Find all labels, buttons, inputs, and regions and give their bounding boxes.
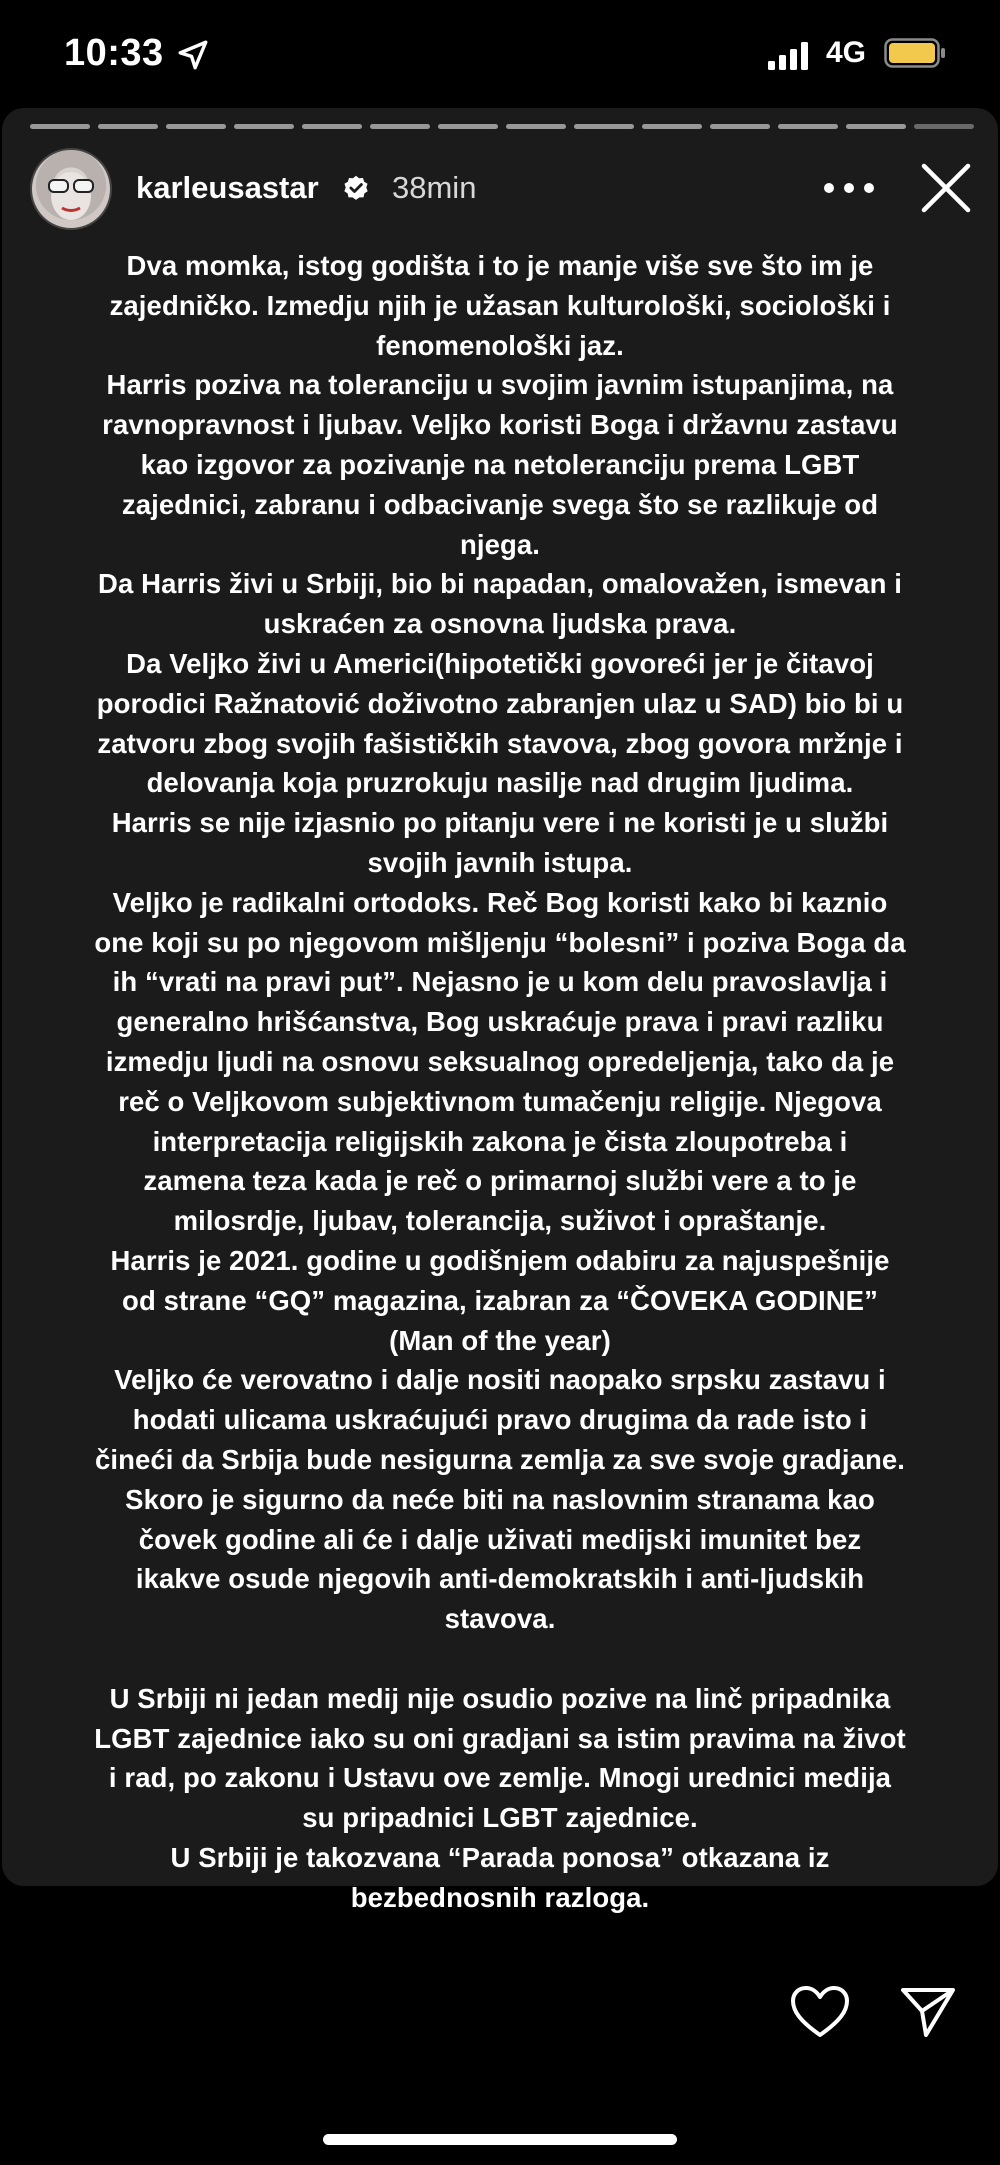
story-text-line: i rad, po zakonu i Ustavu ove zemlje. Mnogi urednici medija: [108, 1762, 892, 1794]
story-text-line: zajedničko. Izmedju njih je užasan kulturološki, sociološki i: [109, 289, 891, 321]
story-text-line: Da Harris živi u Srbiji, bio bi napadan, omalovažen, ismevan i: [98, 568, 902, 600]
progress-segment: [98, 124, 158, 129]
progress-segment: [506, 124, 566, 129]
story-text-line: reč o Veljkovom subjektivnom tumačenju religije. Njegova: [118, 1085, 882, 1117]
story-text-line: Dva momka, istog godišta i to je manje više sve što im je: [126, 250, 874, 281]
story-text-line: fenomenološki jaz.: [376, 329, 624, 361]
story-text-line: svojih javnih istupa.: [367, 846, 633, 878]
heart-icon[interactable]: [790, 1985, 850, 2039]
story-text-line: porodici Ražnatović doživotno zabranjen ulaz u SAD) bio bi u: [96, 687, 904, 719]
story-text-line: uskraćen za osnovna ljudska prava.: [263, 608, 737, 640]
story-text-line: LGBT zajednice iako su oni gradjani sa istim pravima na život: [94, 1722, 906, 1754]
story-text-line: su pripadnici LGBT zajednice.: [302, 1802, 698, 1834]
story-text-line: generalno hrišćanstva, Bog uskraćuje prava i pravi razliku: [116, 1006, 884, 1038]
progress-segment: [574, 124, 634, 129]
story-text-line: milosrdje, ljubav, tolerancija, suživot i opraštanje.: [173, 1205, 827, 1237]
story-card[interactable]: [2, 108, 998, 1913]
story-text-line: od strane “GQ” magazina, izabran za “ČOVEKA GODINE”: [122, 1284, 878, 1316]
story-text-line: zajednici, zabranu i odbacivanje svega što se razlikuje od: [121, 488, 879, 520]
progress-segment: [370, 124, 430, 129]
close-icon[interactable]: [920, 162, 972, 214]
story-timestamp: 38min: [392, 170, 477, 205]
status-bar: [0, 0, 1000, 110]
progress-segment: [30, 124, 90, 129]
status-time: 10:33: [64, 32, 164, 74]
story-text-line: zatvoru zbog svojih fašističkih stavova, zbog govora mržnje i: [97, 727, 903, 759]
story-text-line: kao izgovor za pozivanje na netoleranciju prema LGBT: [140, 448, 860, 480]
story-paragraph-1: [32, 246, 968, 1639]
story-text-line: Harris je 2021. godine u godišnjem odabiru za najuspešnije: [110, 1244, 890, 1276]
story-text-line: ih “vrati na pravi put”. Nejasno je u kom delu pravoslavlja i: [112, 966, 888, 998]
story-username[interactable]: karleusastar: [136, 170, 319, 205]
story-text-line: Harris se nije izjasnio po pitanju vere i ne koristi je u službi: [111, 807, 889, 839]
story-text-line: stavova.: [444, 1603, 556, 1635]
story-text-line: njega.: [459, 528, 541, 560]
story-text-line: bezbednosnih razloga.: [350, 1881, 650, 1913]
story-text-line: (Man of the year): [389, 1324, 611, 1356]
story-text-line: Veljko je radikalni ortodoks. Reč Bog koristi kako bi kaznio: [112, 886, 888, 918]
avatar[interactable]: [30, 148, 112, 230]
progress-segment: [166, 124, 226, 129]
battery-icon: [884, 38, 946, 68]
signal-icon: [768, 42, 812, 70]
story-text-line: interpretacija religijskih zakona je čista zloupotreba i: [152, 1125, 848, 1157]
story-text-line: zamena teza kada je reč o primarnoj službi vere a to je: [143, 1165, 857, 1197]
story-text-line: ravnopravnost i ljubav. Veljko koristi Boga i državnu zastavu: [102, 409, 898, 441]
story-paragraph-2: [32, 1679, 968, 1918]
story-text-line: delovanja koja pruzrokuju nasilje nad drugim ljudima.: [146, 767, 854, 799]
progress-segment: [846, 124, 906, 129]
story-text-line: U Srbiji ni jedan medij nije osudio pozive na linč pripadnika: [109, 1682, 891, 1714]
story-text-line: one koji su po njegovom mišljenju “bolesni” i poziva Boga da: [94, 926, 906, 958]
story-text-line: U Srbiji je takozvana “Parada ponosa” otkazana iz: [170, 1842, 830, 1874]
location-arrow-icon: [176, 38, 210, 72]
story-text-line: Da Veljko živi u Americi(hipotetički govoreći jer je čitavoj: [126, 647, 874, 679]
progress-segment: [914, 124, 974, 129]
home-indicator[interactable]: [323, 2134, 677, 2145]
progress-segment: [438, 124, 498, 129]
more-icon[interactable]: [822, 178, 876, 198]
story-text-line: Skoro je sigurno da neće biti na naslovnim stranama kao: [125, 1483, 875, 1515]
story-text-line: Harris poziva na toleranciju u svojim javnim istupanjima, na: [106, 369, 894, 401]
progress-segment: [710, 124, 770, 129]
story-text-line: hodati ulicama uskraćujući pravo drugima da rade isto i: [132, 1404, 868, 1436]
story-text-line: ikakve osude njegovih anti-demokratskih i anti-ljudskih: [135, 1563, 865, 1595]
story-progress-bar: [30, 124, 974, 130]
story-text-line: izmedju ljudi na osnovu seksualnog opredeljenja, tako da je: [105, 1045, 895, 1077]
progress-segment: [642, 124, 702, 129]
story-text: [32, 246, 968, 1918]
story-text-line: Veljko će verovatno i dalje nositi naopako srpsku zastavu i: [114, 1364, 886, 1396]
progress-segment: [234, 124, 294, 129]
verified-icon: [342, 174, 370, 202]
story-text-line: čineći da Srbija bude nesigurna zemlja za sve svoje gradjane.: [94, 1443, 906, 1475]
send-icon[interactable]: [900, 1985, 956, 2039]
progress-segment: [778, 124, 838, 129]
story-text-line: čovek godine ali će i dalje uživati medijski imunitet bez: [138, 1523, 862, 1555]
network-type: 4G: [826, 36, 867, 69]
progress-segment: [302, 124, 362, 129]
